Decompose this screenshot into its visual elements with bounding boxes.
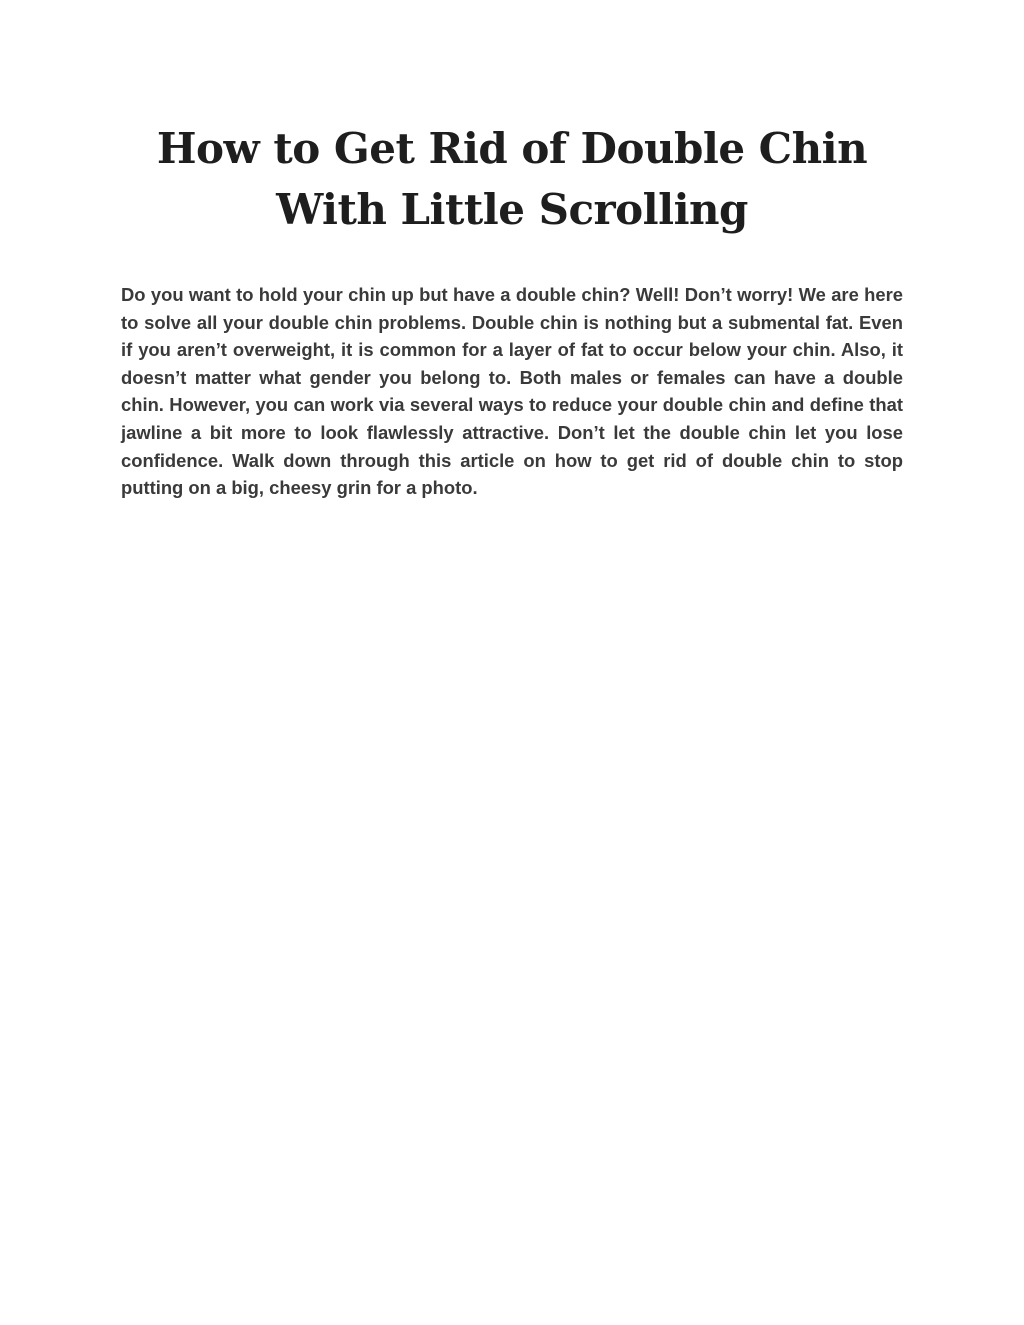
- page-title: How to Get Rid of Double Chin With Little Scrolling: [156, 124, 868, 234]
- intro-paragraph: Do you want to hold your chin up but have a double chin? Well! Don’t worry! We are here to solve all your double chin problems. Double chin is nothing but a submental fat. Even if you aren’t overweight, it is common for a layer of fat to occur below your chin. Also, it doesn’t matter what gender you belong to. Both males or females can have a double chin. However, you can work via several ways to reduce your double chin and define that jawline a bit more to look flawlessly attractive. Don’t let the double chin let you lose confidence. Walk down through this article on how to get rid of double chin to stop putting on a big, cheesy grin for a photo.: [121, 284, 903, 499]
